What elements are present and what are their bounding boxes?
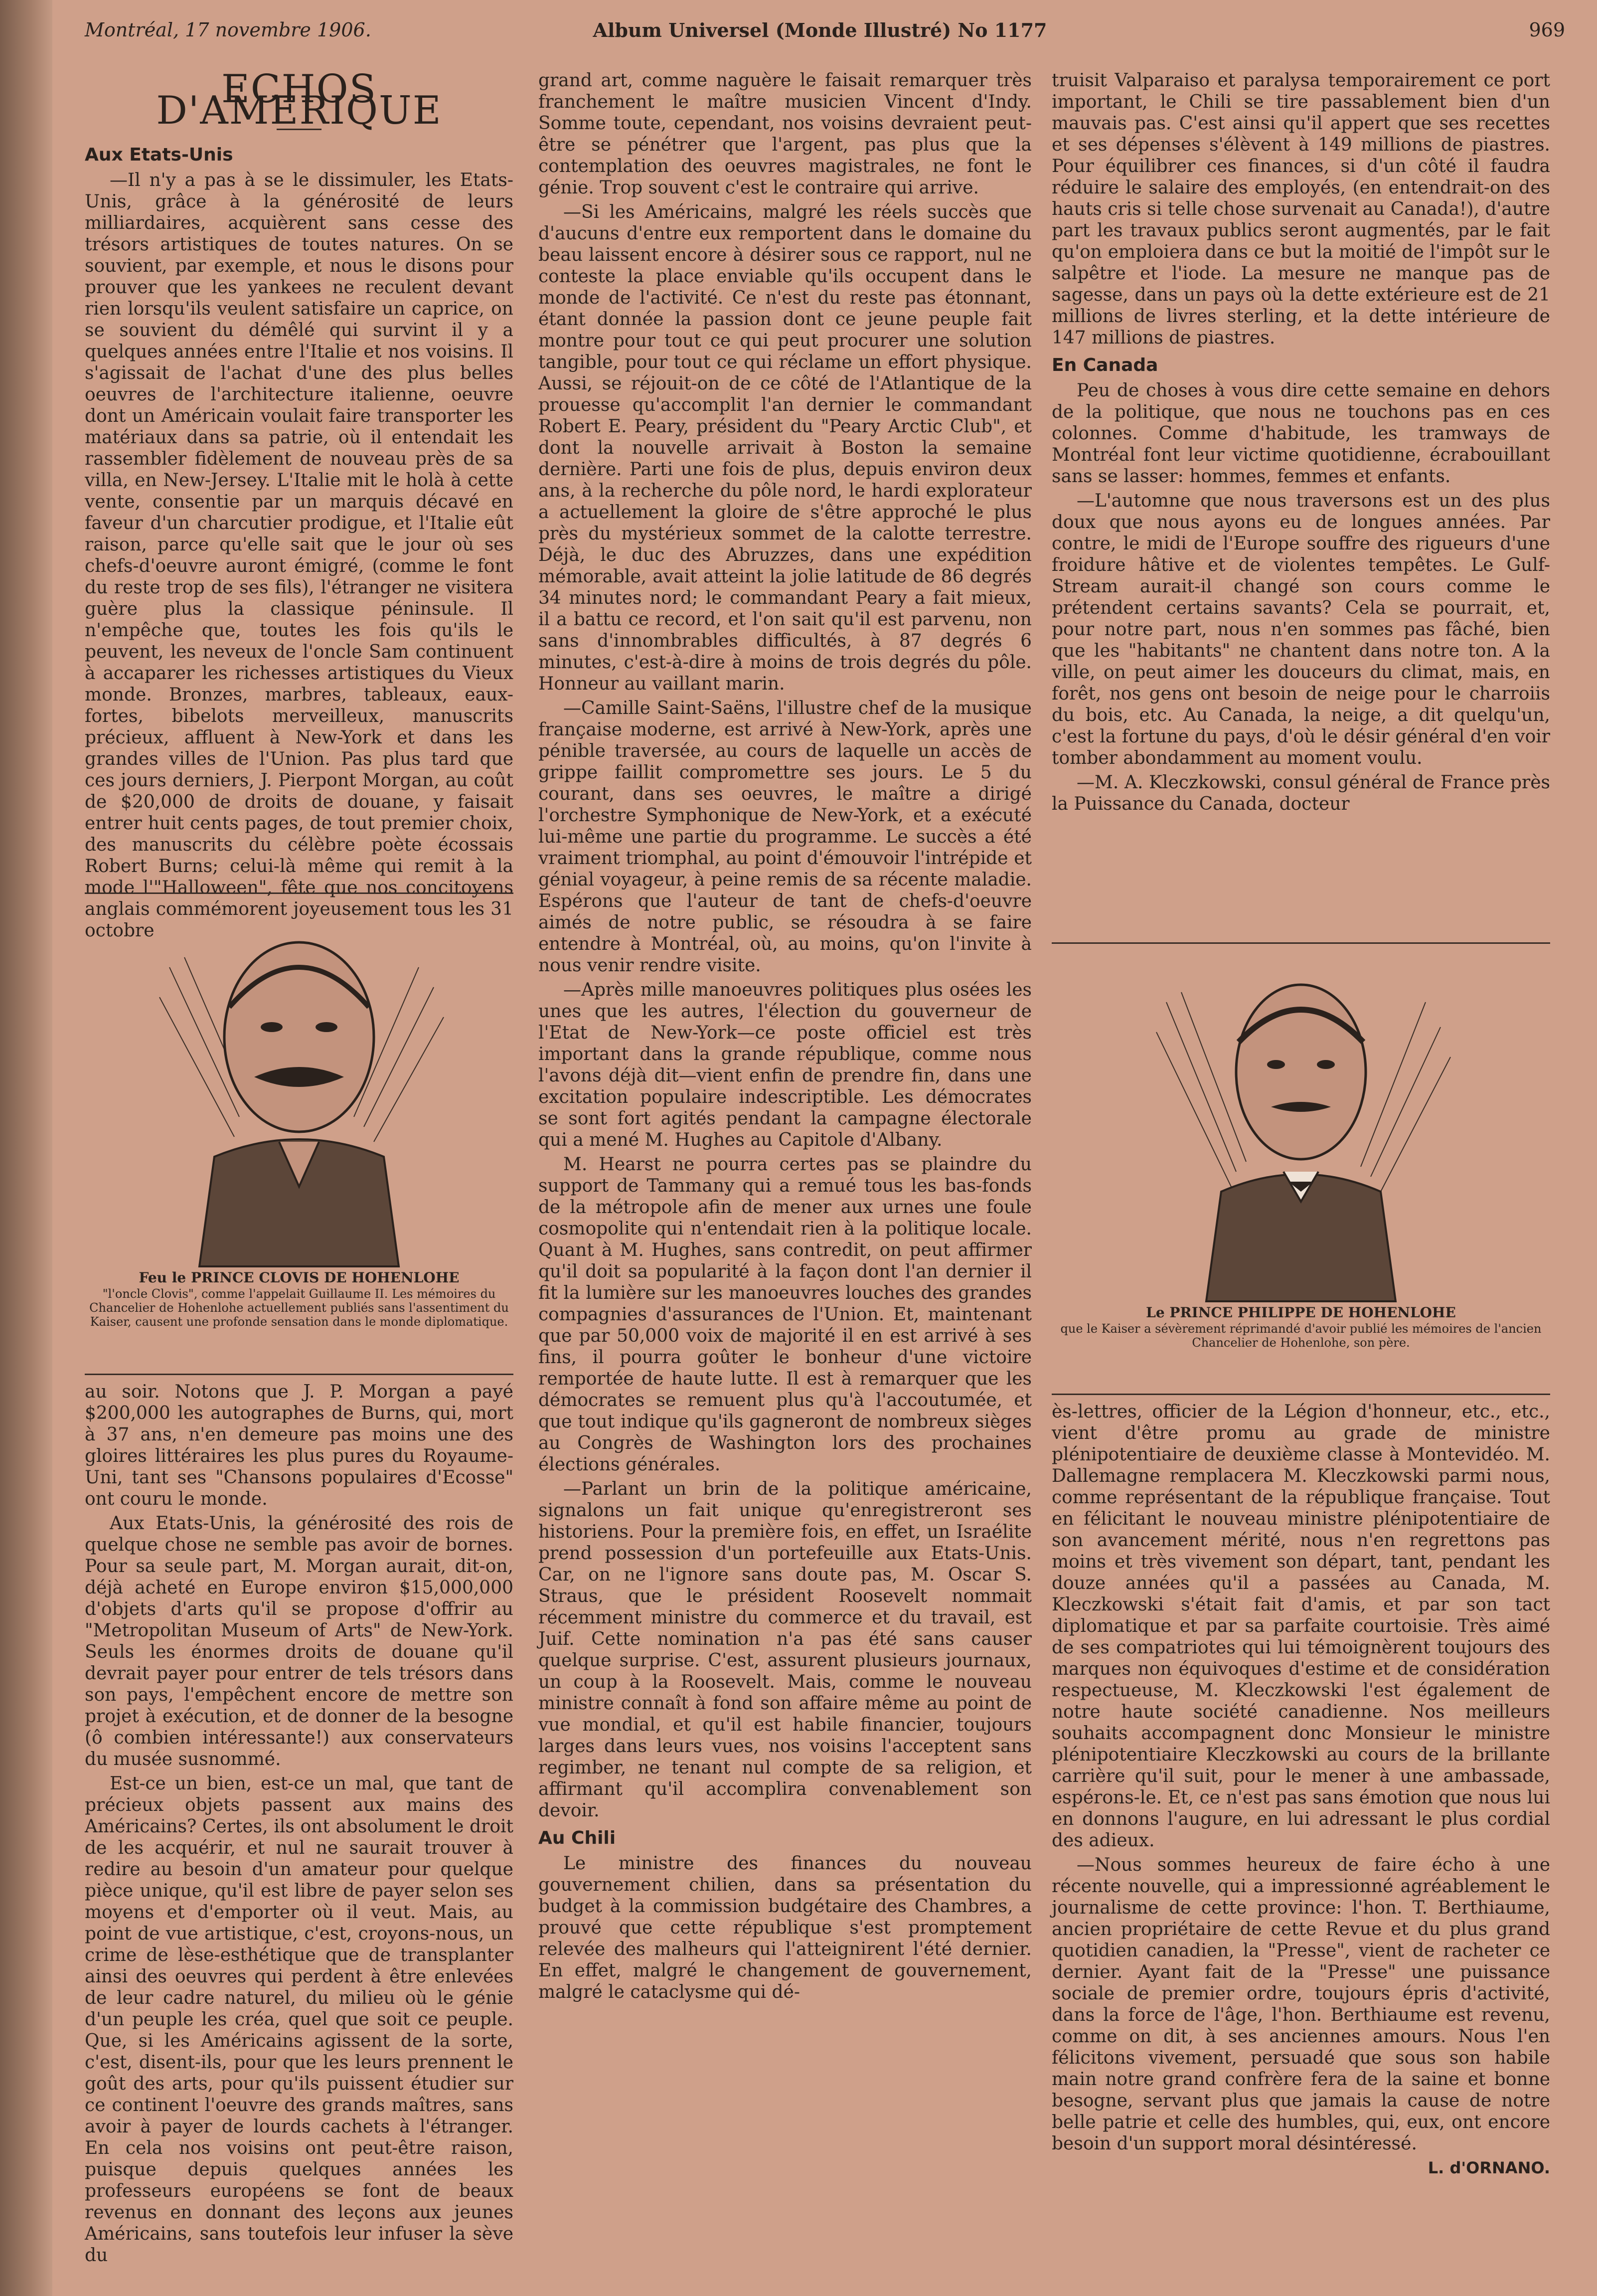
paragraph: au soir. Notons que J. P. Morgan a payé $200,000 les autographes de Burns, qui, mort à 37 ans, n'en demeure pas moins une des gloires littéraires les plus pures du Royaume-Uni, tant ses "Chansons populaires d'Ecosse" ont couru le monde. <box>85 1382 513 1509</box>
running-head <box>75 15 1565 55</box>
publication-title: Album Universel (Monde Illustré) No 1177 <box>593 19 1047 41</box>
portrait-clovis-illustration <box>140 907 459 1266</box>
column-divider-rule <box>1052 1394 1550 1395</box>
paragraph: —Camille Saint-Saëns, l'illustre chef de la musique française moderne, est arrivé à New-York, après une pénible traversée, au cours de laquelle un accès de grippe faillit compromettre ses jours. Le 5 du courant, dans ses oeuvres, le maître a dirigé l'orchestre Symphonique de New-York, et a exécuté lui-même une partie du programme. Le succès a été vraiment triomphal, au point d'émouvoir l'intrépide et génial voyageur, à peine remis de sa récente maladie. Espérons que l'auteur de tant de chefs-d'oeuvre aimés de notre public, se résoudra à se faire entendre à Montréal, où, au moins, qu'on l'invite à nous venir rendre visite. <box>538 698 1032 976</box>
column-divider-rule <box>85 892 513 894</box>
article-title: ECHOS D'AMERIQUE <box>156 67 442 133</box>
heading-canada: En Canada <box>1052 355 1158 375</box>
heading-usa: Aux Etats-Unis <box>85 145 233 165</box>
paragraph: Peu de choses à vous dire cette semaine en dehors de la politique, que nous ne touchons pas en ces colonnes. Comme d'habitude, les tramways de Montréal font leur victime quotidienne, écrabouillant sans se lasser: hommes, femmes et enfants. <box>1052 380 1550 487</box>
caption-title: Feu le PRINCE CLOVIS DE HOHENLOHE <box>139 1269 460 1286</box>
portrait-clovis-figure <box>85 907 513 1366</box>
page-binding <box>0 0 52 2296</box>
column-divider-rule <box>85 1374 513 1375</box>
column-1-bottom <box>85 1381 513 2274</box>
paragraph: grand art, comme naguère le faisait remarquer très franchement le maître musicien Vincent d'Indy. Somme toute, cependant, nos voisins devraient peut-être se pénétrer que l'argent, pas plus que la contemplation des oeuvres magistrales, ne font le génie. Trop souvent c'est le contraire qui arrive. <box>538 70 1032 198</box>
paragraph: ès-lettres, officier de la Légion d'honneur, etc., etc., vient d'être promu au grade de ministre plénipotentiaire de deuxième classe à Montevidéo. M. Dallemagne remplacera M. Kleczkowski parmi nous, comme représentant de la république française. Tout en félicitant le nouveau ministre plénipotentiaire de son avancement mérité, nous n'en regrettons pas moins et très vivement son départ, tant, pendant les douze années qu'il a passées au Canada, M. Kleczkowski s'était fait d'amis, et par son tact diplomatique et par sa parfaite courtoisie. Très aimé de ses compatriotes qui lui témoignèrent toujours des marques non équivoques d'estime et de considération respectueuse, M. Kleczkowski l'est également de notre haute société canadienne. Nos meilleurs souhaits accompagnent donc Monsieur le ministre plénipotentiaire Kleczkowski au cours de la brillante carrière qu'il suit, pour le mener à une ambassade, espérons-le. Et, ce n'est pas sans émotion que nous lui en donnons l'augure, en lui adressant le plus cordial des adieux. <box>1052 1402 1550 1851</box>
paragraph: —Il n'y a pas à se le dissimuler, les Etats-Unis, grâce à la générosité de leurs milliardaires, acquièrent sans cesse des trésors artistiques de toutes natures. On se souvient, par exemple, et nous le disons pour prouver que les yankees ne reculent devant rien lorsqu'ils veulent satisfaire un caprice, on se souvient du démêlé qui survint il y a quelques années entre l'Italie et nos voisins. Il s'agissait de l'achat d'une des plus belles oeuvres de l'architecture italienne, oeuvre dont un Américain voulait faire transporter les matériaux dans sa patrie, où il entendait les rassembler fidèlement de nouveau près de sa villa, en New-Jersey. L'Italie mit le holà à cette vente, consentie par un marquis décavé en faveur d'un charcutier prodigue, et l'Italie eût raison, parce qu'elle sait que le jour où ses chefs-d'oeuvre auront émigré, (comme le font du reste trop de ses fils), l'étranger ne visitera guère plus la classique péninsule. Il n'empêche que, toutes les fois qu'ils le peuvent, les neveux de l'oncle Sam continuent à accaparer les richesses artistiques du Vieux monde. Bronzes, marbres, tableaux, eaux-fortes, bibelots merveilleux, manuscrits précieux, affluent à New-York et dans les grandes villes de l'Union. Pas plus tard que ces jours derniers, J. Pierpont Morgan, au coût de $20,000 de droits de douane, y faisait entrer huit cents pages, de tout premier choix, des manuscrits du célèbre poète écossais Robert Burns; celui-là même qui remit à la mode l'"Halloween", fête que nos concitoyens anglais commémorent joyeusement tous les 31 octobre <box>85 170 513 941</box>
portrait-philippe-illustration <box>1141 952 1460 1301</box>
caption-text: que le Kaiser a sévèrement réprimandé d'avoir publié les mémoires de l'ancien Chancelier de Hohenlohe, son père. <box>1060 1322 1542 1350</box>
caption-title: Le PRINCE PHILIPPE DE HOHENLOHE <box>1146 1304 1456 1321</box>
author-signature: L. d'ORNANO. <box>1428 2158 1550 2177</box>
paragraph: M. Hearst ne pourra certes pas se plaindre du support de Tammany qui a remué tous les bas-fonds de la métropole afin de mener aux urnes une foule cosmopolite qui n'entendait rien à la politique locale. Quant à M. Hughes, sans contredit, on peut affirmer qu'il doit sa popularité à la façon dont l'an dernier il fit la lumière sur les manoeuvres louches des grandes compagnies d'assurances de l'Union. Et, maintenant que par 50,000 voix de majorité il en est arrivé à ses fins, il pourra goûter le bonheur d'une victoire remportée de haute lutte. Il est à remarquer que les démocrates se remuent plus qu'à l'accoutumée, et que tout indique qu'ils gagneront de nombreux sièges au Congrès de Washington lors des prochaines élections générales. <box>538 1154 1032 1475</box>
paragraph: —Si les Américains, malgré les réels succès que d'aucuns d'entre eux remportent dans le domaine du beau laissent encore à désirer sous ce rapport, nul ne conteste la place enviable qu'ils occupent dans le monde de l'activité. Ce n'est du reste pas étonnant, étant donnée la passion dont ce jeune peuple fait montre pour tout ce qui peut procurer une solution tangible, pour tout ce qui réclame un effort physique. Aussi, se réjouit-on de ce côté de l'Atlantique de la prouesse qu'accomplit l'an dernier le commandant Robert E. Peary, président du "Peary Arctic Club", et dont la nouvelle arrivait à Boston la semaine dernière. Parti une fois de plus, depuis environ deux ans, à la recherche du pôle nord, le hardi explorateur a actuellement la gloire de s'être approché le plus près du mystérieux sommet de la calotte terrestre. Déjà, le duc des Abruzzes, dans une expédition mémorable, avait atteint la jolie latitude de 86 degrés 34 minutes nord; le commandant Peary a fait mieux, il a battu ce record, et l'on sait qu'il est parvenu, non sans d'innombrables difficultés, à 87 degrés 6 minutes, c'est-à-dire à moins de trois degrés du pôle. Honneur au vaillant marin. <box>538 202 1032 694</box>
paragraph: Aux Etats-Unis, la générosité des rois de quelque chose ne semble pas avoir de bornes. Pour sa seule part, M. Morgan aurait, dit-on, déjà acheté en Europe environ $15,000,000 d'objets d'arts qu'il se propose d'offrir au "Metropolitan Museum of Arts" de New-York. Seuls les énormes droits de douane qu'il devrait payer pour entrer de tels trésors dans son pays, l'empêchent encore de mettre son projet à exécution, et de donner de la besogne (ô combien intéressante!) aux conservateurs du musée susnommé. <box>85 1513 513 1769</box>
portrait-philippe-figure <box>1052 952 1550 1391</box>
paragraph: —Nous sommes heureux de faire écho à une récente nouvelle, qui a impressionné agréablement le journalisme de cette province: l'hon. T. Berthiaume, ancien propriétaire de cette Revue et du plus grand quotidien canadien, la "Presse", vient de racheter ce dernier. Ayant fait de la "Presse" une puissance sociale de premier ordre, toujours épris d'activité, dans la force de l'âge, l'hon. Berthiaume est revenu, comme on dit, à ses anciennes amours. Nous l'en félicitons vivement, persuadé que sous son habile main notre grand confrère fera de la saine et bonne besogne, servant plus que jamais la cause de notre belle patrie et celle des humbles, qui, eux, ont encore besoin d'un support moral désintéressé. <box>1052 1855 1550 2154</box>
paragraph: Est-ce un bien, est-ce un mal, que tant de précieux objets passent aux mains des Américains? Certes, ils ont absolument le droit de les acquérir, et nul ne saurait trouver à redire au besoin d'un amateur pour quelque pièce unique, qu'il est libre de payer selon ses moyens et d'emporter où il veut. Mais, au point de vue artistique, c'est, croyons-nous, un crime de lèse-esthétique que de transplanter ainsi des oeuvres qui perdent à être enlevées de leur cadre naturel, du milieu où le génie d'un peuple les créa, quel que soit ce peuple. Que, si les Américains agissent de la sorte, c'est, disent-ils, pour que les leurs prennent le goût des arts, pour qu'ils puissent étudier sur ce continent l'oeuvre des grands maîtres, sans avoir à payer de lourds cachets à l'étranger. En cela nos voisins ont peut-être raison, puisque depuis quelques années les professeurs européens se font de beaux revenus en donnant des leçons aux jeunes Américains, sans toutefois leur infuser la sève du <box>85 1773 513 2266</box>
paragraph: —L'automne que nous traversons est un des plus doux que nous ayons eu de longues années. Par contre, le midi de l'Europe souffre des rigueurs d'une froidure hâtive et de violentes tempêtes. Le Gulf-Stream aurait-il changé son cours comme le prétendent certains savants? Cela se pourrait, et, pour notre part, nous n'en sommes pas fâché, bien que les "habitants" ne chantent dans notre ton. A la ville, on peut aimer les douceurs du climat, mais, en forêt, nos gens ont besoin de neige pour le charroiis du bois, etc. Au Canada, la neige, a dit quelqu'un, c'est la fortune du pays, d'où le désir général d'en voir tomber abondamment au moment voulu. <box>1052 491 1550 768</box>
paragraph: Le ministre des finances du nouveau gouvernement chilien, dans sa présentation du budget à la commission budgétaire des Chambres, a prouvé que cette république s'est promptement relevée des malheurs qui l'atteignirent l'été dernier. En effet, malgré le changement de gouvernement, malgré le cataclysme qui dé- <box>538 1853 1032 2002</box>
issue-date: Montréal, 17 novembre 1906. <box>85 19 371 41</box>
heading-chili: Au Chili <box>538 1828 616 1848</box>
paragraph: truisit Valparaiso et paralysa temporairement ce port important, le Chili se tire passablement bien d'un mauvais pas. C'est ainsi qu'il appert que ses recettes et ses dépenses s'élèvent à 149 millions de piastres. Pour équilibrer ces finances, si d'un côté il faudra réduire le salaire des employés, (en entendrait-on des hauts cris si telle chose survenait au Canada!), d'autre part les travaux publics seront augmentés, par le fait qu'on emploiera dans ce but la moitié de l'impôt sur le salpêtre et l'iode. La mesure ne manque pas de sagesse, dans un pays où la dette extérieure est de 21 millions de livres sterling, et la dette intérieure de 147 millions de piastres. <box>1052 70 1550 348</box>
caption-text: "l'oncle Clovis", comme l'appelait Guillaume II. Les mémoires du Chancelier de Hohenlohe actuellement publiés sans l'assentiment du Kaiser, causent une profonde sensation dans le monde diplomatique. <box>89 1287 509 1329</box>
column-2 <box>538 70 1032 2274</box>
paragraph: —M. A. Kleczkowski, consul général de France près la Puissance du Canada, docteur <box>1052 772 1550 814</box>
column-3-top <box>1052 70 1550 937</box>
column-1-top <box>85 67 513 941</box>
page-number: 969 <box>1529 19 1565 41</box>
paragraph: —Après mille manoeuvres politiques plus osées les unes que les autres, l'élection du gouverneur de l'Etat de New-York—ce poste officiel est très important dans la grande république, comme nous l'avons déjà dit—vient enfin de prendre fin, dans une excitation populaire indescriptible. Les démocrates se sont fort agités pendant la campagne électorale qui a mené M. Hughes au Capitole d'Albany. <box>538 980 1032 1150</box>
column-3-bottom <box>1052 1401 1550 2279</box>
newspaper-page <box>75 15 1565 2279</box>
column-divider-rule <box>1052 942 1550 944</box>
paragraph: —Parlant un brin de la politique américaine, signalons un fait unique qu'enregistreront ses historiens. Pour la première fois, en effet, un Israélite prend possession d'un portefeuille aux Etats-Unis. Car, on ne l'ignore sans doute pas, M. Oscar S. Straus, que le président Roosevelt nommait récemment ministre du commerce et du travail, est Juif. Cette nomination n'a pas été sans causer quelque surprise. C'est, assurent plusieurs journaux, un coup à la Roosevelt. Mais, comme le nouveau ministre connaît à fond son affaire même au point de vue mondial, et qu'il est habile financier, toujours larges dans leurs vues, nos voisins l'acceptent sans regimber, ne tenant nul compte de sa religion, et affirmant qu'il accomplira convenablement son devoir. <box>538 1479 1032 1821</box>
